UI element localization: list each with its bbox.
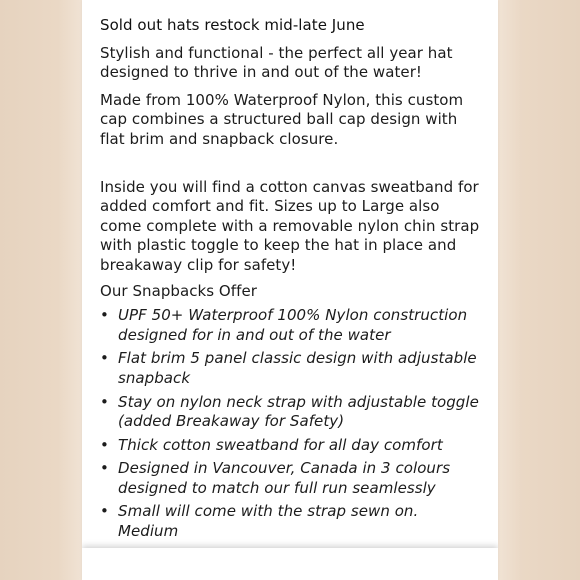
list-item	[100, 436, 480, 456]
offers-title: Our Snapbacks Offer	[100, 281, 257, 300]
restock-heading: Sold out hats restock mid-late June	[100, 16, 365, 34]
offers-list	[100, 306, 480, 542]
offer-text: UPF 50+ Waterproof 100% Nylon construction designed for in and out of the water	[118, 306, 468, 344]
list-item	[100, 459, 480, 498]
list-item	[100, 502, 480, 541]
inside-paragraph: Inside you will find a cotton canvas sweatband for added comfort and fit. Sizes up to Large also come complete with a removable nylon chin strap with plastic toggle to keep the hat in place and breakaway clip for safety!	[100, 177, 480, 274]
list-item	[100, 306, 480, 345]
bullet-icon: •	[100, 502, 109, 521]
bullet-icon: •	[100, 306, 109, 325]
bottom-overlay-bar	[82, 548, 498, 580]
bullet-icon: •	[100, 435, 109, 454]
offer-text: Small will come with the strap sewn on. Medium	[118, 502, 419, 541]
offer-text: Flat brim 5 panel classic design with adjustable snapback	[118, 349, 477, 387]
material-paragraph: Made from 100% Waterproof Nylon, this custom cap combines a structured ball cap design with flat brim and snapback closure.	[100, 90, 464, 148]
list-item	[100, 349, 480, 388]
intro-paragraph: Stylish and functional - the perfect all year hat designed to thrive in and out of the water!	[100, 43, 453, 82]
description-panel	[82, 0, 498, 580]
offer-text: Designed in Vancouver, Canada in 3 colours designed to match our full run seamlessly	[118, 459, 451, 497]
bullet-icon: •	[100, 459, 109, 478]
list-item	[100, 393, 480, 432]
bullet-icon: •	[100, 392, 109, 411]
listing-description	[100, 16, 480, 546]
bullet-icon: •	[100, 349, 109, 368]
offer-text: Stay on nylon neck strap with adjustable toggle (added Breakaway for Safety)	[118, 392, 479, 431]
offer-text: Thick cotton sweatband for all day comfort	[118, 435, 443, 454]
